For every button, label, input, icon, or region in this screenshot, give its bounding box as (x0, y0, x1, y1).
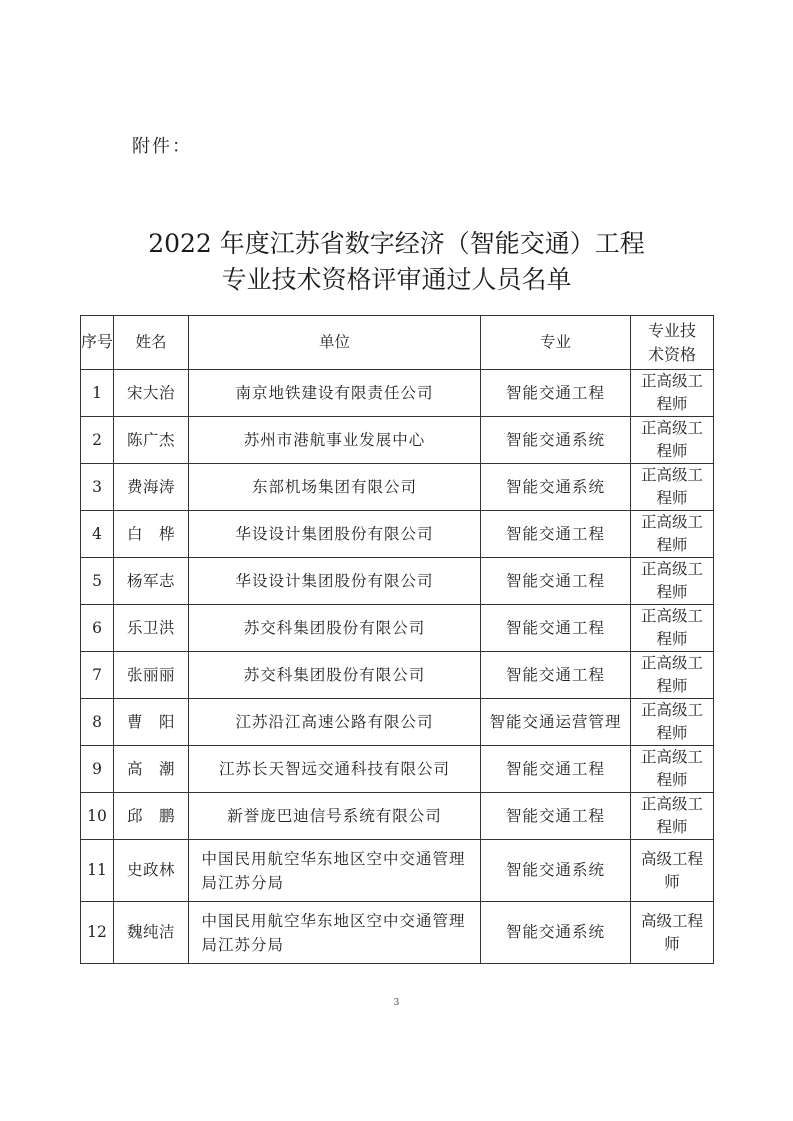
row-major: 智能交通工程 (481, 652, 631, 699)
row-name: 史政林 (114, 840, 189, 902)
row-no: 11 (81, 840, 114, 902)
header-major: 专业 (481, 316, 631, 370)
table-row (81, 793, 714, 840)
row-name: 乐卫洪 (114, 605, 189, 652)
table-row (81, 699, 714, 746)
row-no: 7 (81, 652, 114, 699)
document-title-line-2: 专业技术资格评审通过人员名单 (221, 265, 572, 294)
row-unit: 华设设计集团股份有限公司 (189, 511, 481, 558)
row-qualification: 正高级工程师 (631, 793, 714, 840)
row-major: 智能交通工程 (481, 605, 631, 652)
row-unit: 中国民用航空华东地区空中交通管理局江苏分局 (189, 902, 481, 964)
row-no: 5 (81, 558, 114, 605)
row-major: 智能交通工程 (481, 746, 631, 793)
row-qualification: 正高级工程师 (631, 370, 714, 417)
row-major: 智能交通工程 (481, 370, 631, 417)
row-qualification: 正高级工程师 (631, 464, 714, 511)
table-row (81, 370, 714, 417)
row-qualification: 正高级工程师 (631, 746, 714, 793)
row-name: 邱 鹏 (114, 793, 189, 840)
row-unit: 江苏沿江高速公路有限公司 (189, 699, 481, 746)
row-qualification: 高级工程师 (631, 840, 714, 902)
header-name: 姓名 (114, 316, 189, 370)
row-major: 智能交通运营管理 (481, 699, 631, 746)
row-major: 智能交通工程 (481, 558, 631, 605)
table-row (81, 417, 714, 464)
row-major: 智能交通系统 (481, 417, 631, 464)
row-unit: 南京地铁建设有限责任公司 (189, 370, 481, 417)
table-row (81, 605, 714, 652)
row-unit: 苏交科集团股份有限公司 (189, 652, 481, 699)
attachment-label: 附件： (132, 136, 192, 157)
row-unit: 苏交科集团股份有限公司 (189, 605, 481, 652)
row-name: 魏纯洁 (114, 902, 189, 964)
table-row (81, 558, 714, 605)
row-major: 智能交通系统 (481, 902, 631, 964)
table-row (81, 652, 714, 699)
row-qualification: 正高级工程师 (631, 511, 714, 558)
table-header-row (81, 316, 714, 370)
row-unit: 东部机场集团有限公司 (189, 464, 481, 511)
row-no: 3 (81, 464, 114, 511)
table-row (81, 511, 714, 558)
row-major: 智能交通工程 (481, 793, 631, 840)
header-qualification: 专业技术资格 (631, 316, 714, 370)
header-unit: 单位 (189, 316, 481, 370)
row-unit: 江苏长天智远交通科技有限公司 (189, 746, 481, 793)
row-unit: 苏州市港航事业发展中心 (189, 417, 481, 464)
page-number: 3 (393, 998, 400, 1008)
row-no: 12 (81, 902, 114, 964)
row-no: 8 (81, 699, 114, 746)
header-no: 序号 (81, 316, 114, 370)
roster-table (80, 315, 714, 964)
row-no: 4 (81, 511, 114, 558)
row-no: 2 (81, 417, 114, 464)
document-title-line-1: 2022 年度江苏省数字经济（智能交通）工程 (148, 229, 645, 258)
table-row (81, 746, 714, 793)
row-name: 白 桦 (114, 511, 189, 558)
row-major: 智能交通系统 (481, 840, 631, 902)
row-qualification: 高级工程师 (631, 902, 714, 964)
table-row (81, 902, 714, 964)
row-no: 9 (81, 746, 114, 793)
row-qualification: 正高级工程师 (631, 558, 714, 605)
row-qualification: 正高级工程师 (631, 699, 714, 746)
table-row (81, 840, 714, 902)
row-no: 6 (81, 605, 114, 652)
table-row (81, 464, 714, 511)
row-unit: 新誉庞巴迪信号系统有限公司 (189, 793, 481, 840)
row-name: 张丽丽 (114, 652, 189, 699)
row-unit: 中国民用航空华东地区空中交通管理局江苏分局 (189, 840, 481, 902)
row-no: 10 (81, 793, 114, 840)
row-major: 智能交通工程 (481, 511, 631, 558)
row-qualification: 正高级工程师 (631, 417, 714, 464)
row-name: 曹 阳 (114, 699, 189, 746)
row-no: 1 (81, 370, 114, 417)
row-name: 陈广杰 (114, 417, 189, 464)
row-qualification: 正高级工程师 (631, 652, 714, 699)
row-name: 高 潮 (114, 746, 189, 793)
row-unit: 华设设计集团股份有限公司 (189, 558, 481, 605)
row-name: 杨军志 (114, 558, 189, 605)
row-name: 费海涛 (114, 464, 189, 511)
row-qualification: 正高级工程师 (631, 605, 714, 652)
row-name: 宋大治 (114, 370, 189, 417)
row-major: 智能交通系统 (481, 464, 631, 511)
